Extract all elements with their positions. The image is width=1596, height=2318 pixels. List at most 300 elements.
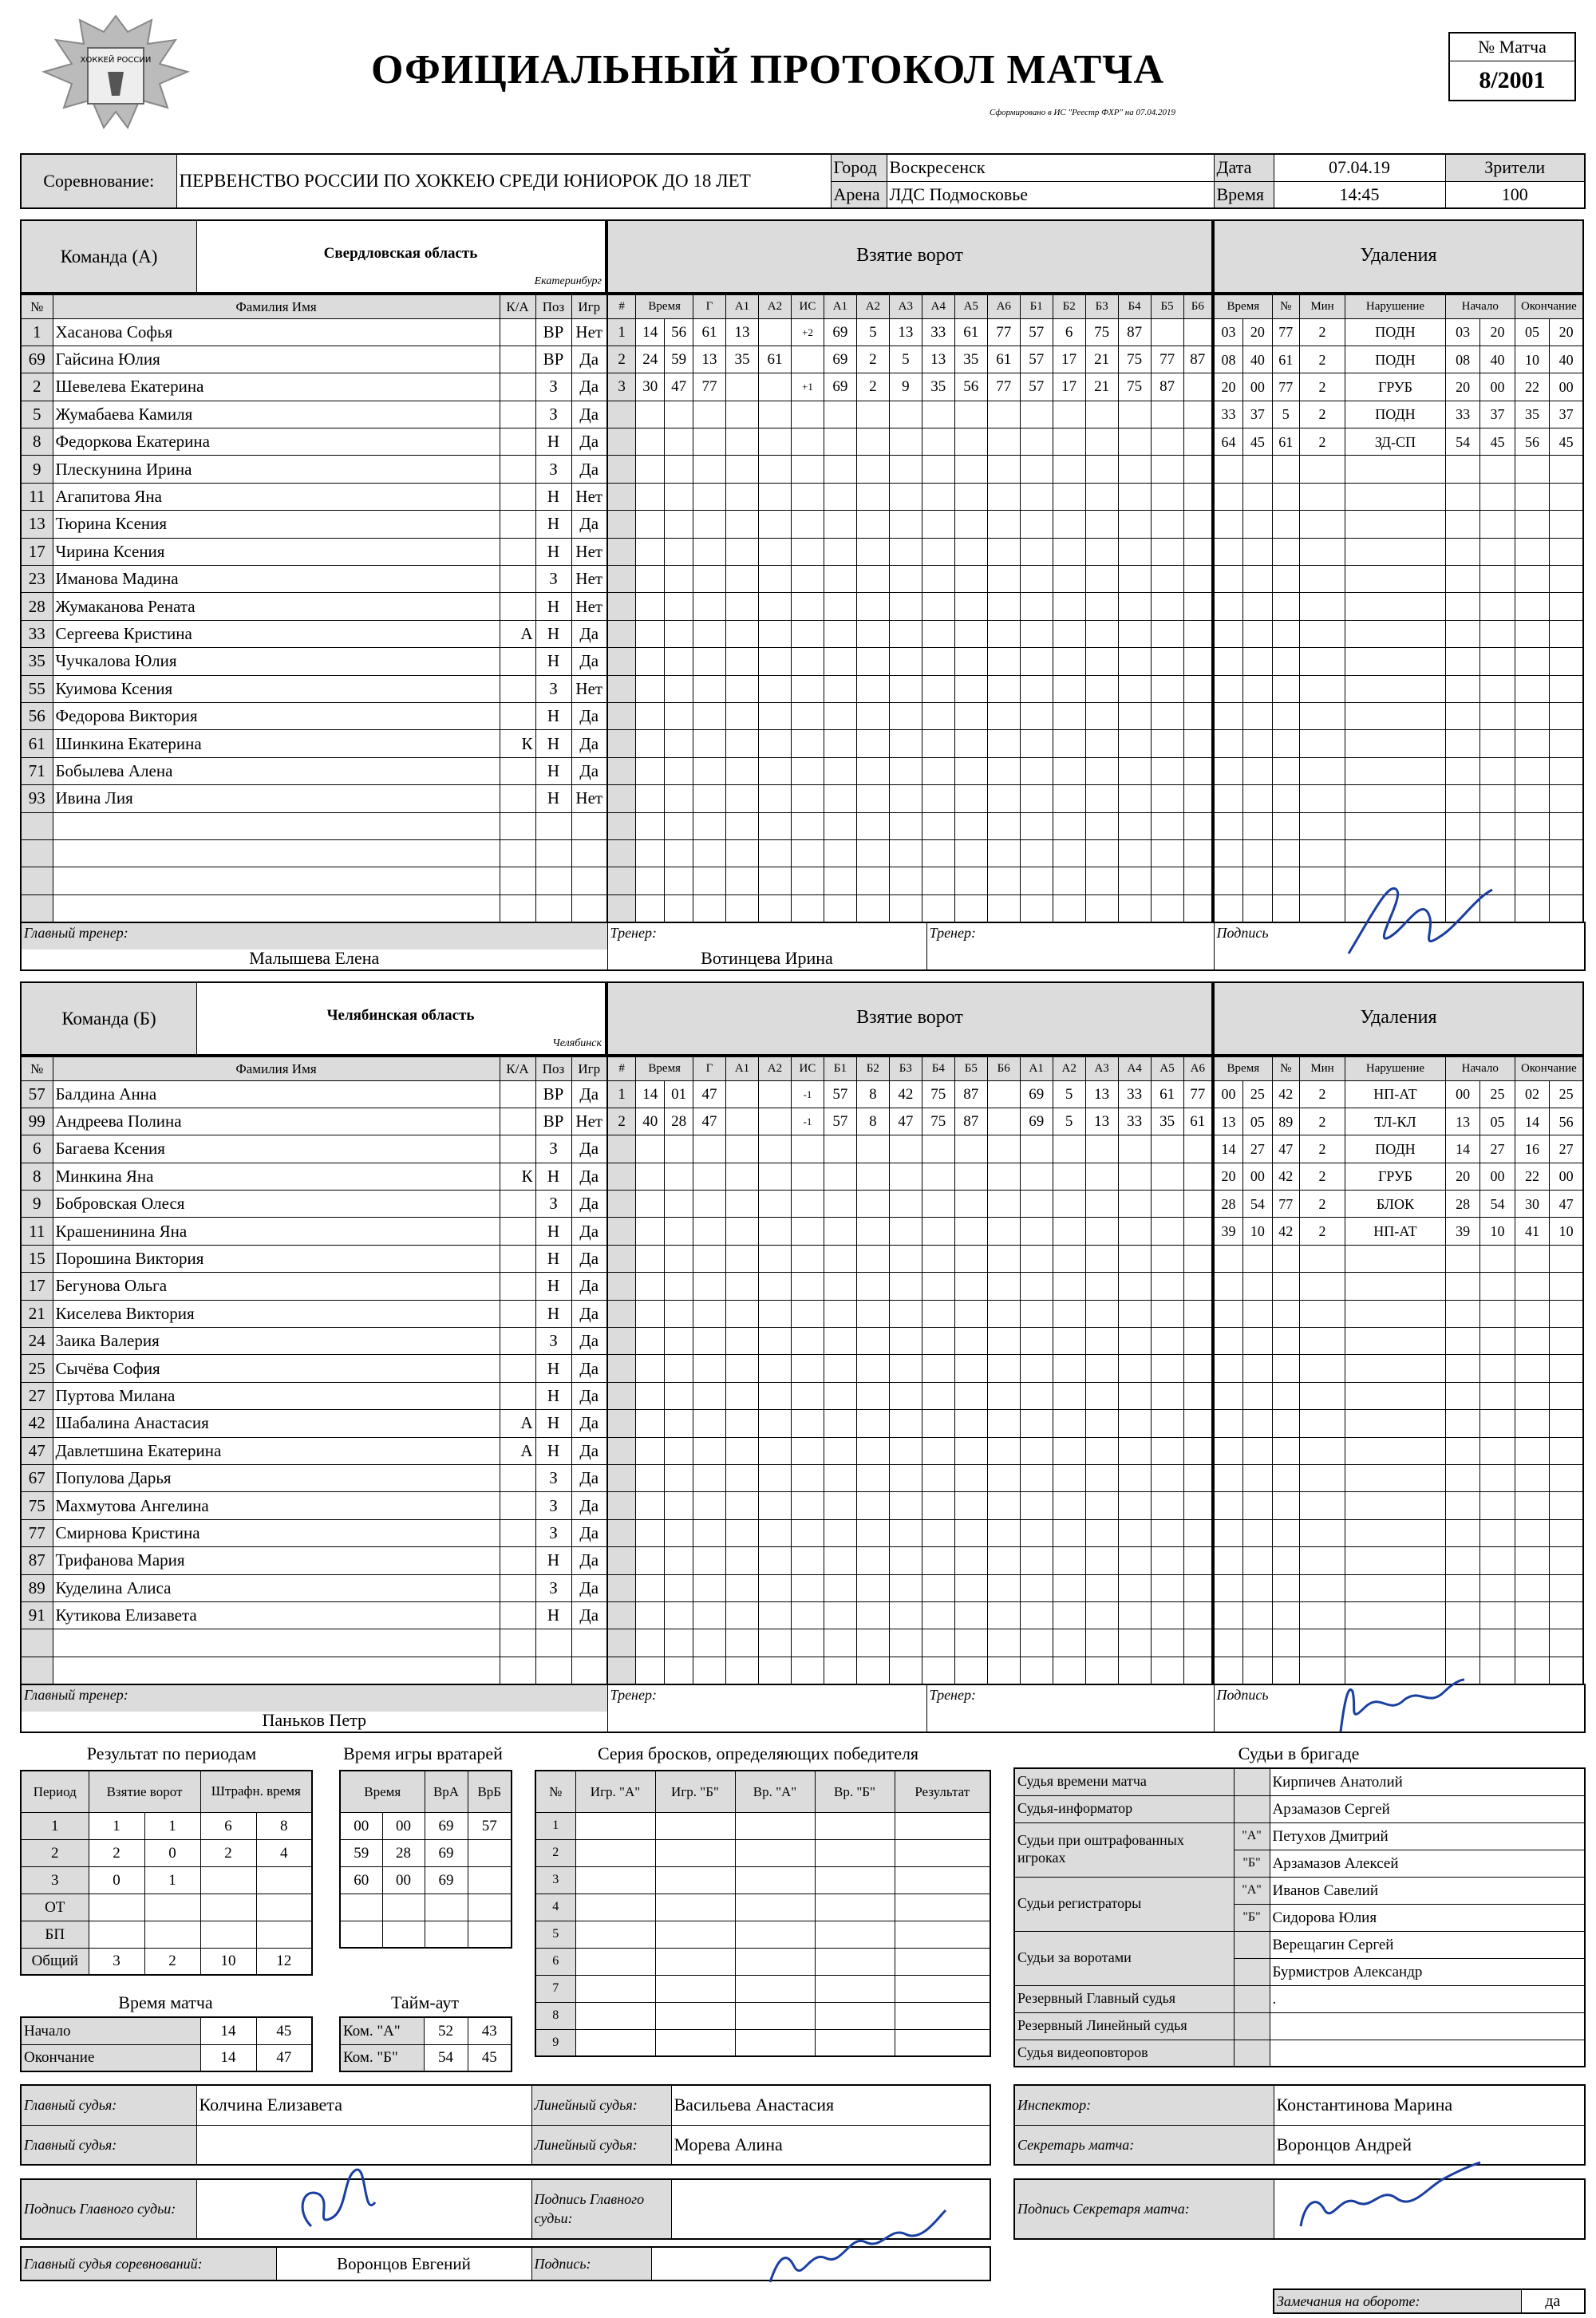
team-a-signature-label: Подпись <box>1216 925 1269 941</box>
penalty-row <box>1214 1300 1583 1327</box>
goal-row <box>607 1328 1212 1355</box>
shootout-header: № <box>535 1771 575 1812</box>
goal-cell: 77 <box>987 373 1020 401</box>
goal-header: А1 <box>1020 1056 1053 1080</box>
penalty-cell <box>1445 1519 1479 1546</box>
period-cell: 2 <box>200 1839 256 1866</box>
goal-cell <box>987 511 1020 538</box>
goal-cell <box>1118 702 1151 729</box>
penalty-cell <box>1243 894 1273 922</box>
goal-cell <box>607 428 636 456</box>
penalty-cell: 08 <box>1445 346 1479 373</box>
period-row <box>21 1839 312 1866</box>
penalty-cell: 40 <box>1243 346 1273 373</box>
goal-cell <box>1053 593 1085 620</box>
officials-right <box>1013 2084 1586 2166</box>
referee-name: Верещагин Сергей <box>1270 1931 1585 1958</box>
goal-cell <box>1085 702 1118 729</box>
goal-row <box>607 346 1212 373</box>
goal-cell <box>889 620 922 647</box>
goal-cell <box>1020 1355 1053 1382</box>
goal-cell <box>922 1464 954 1491</box>
goalie-header: Время <box>340 1771 425 1812</box>
period-cell: 1 <box>21 1812 89 1839</box>
goal-header: Б4 <box>922 1056 954 1080</box>
shootout-cell <box>575 1839 655 1866</box>
penalty-cell <box>1550 538 1583 565</box>
goal-cell <box>987 785 1020 812</box>
goal-cell <box>758 1135 791 1163</box>
goal-row <box>607 730 1212 757</box>
goal-cell <box>1118 1245 1151 1272</box>
penalty-row <box>1214 1191 1583 1218</box>
player-position: Н <box>535 511 571 538</box>
penalty-cell <box>1515 483 1549 510</box>
goal-cell <box>1183 1355 1212 1382</box>
referee-side <box>1234 1795 1270 1822</box>
penalty-cell <box>1214 1410 1243 1437</box>
penalty-cell <box>1515 566 1549 593</box>
goalie-cell: 59 <box>340 1839 382 1866</box>
goal-cell <box>1020 1547 1053 1574</box>
goal-header: А5 <box>954 294 987 318</box>
shootout-table <box>535 1770 991 2057</box>
goalie-row <box>340 1893 512 1921</box>
goal-cell <box>824 1273 856 1300</box>
goal-cell <box>791 511 824 538</box>
referee-row <box>1014 1795 1585 1822</box>
goal-cell <box>856 1191 889 1218</box>
goal-cell <box>1020 566 1053 593</box>
penalty-cell <box>1550 1382 1583 1409</box>
player-name: Чучкалова Юлия <box>53 648 500 675</box>
goal-cell <box>1118 538 1151 565</box>
goal-cell <box>922 839 954 867</box>
player-position: ВР <box>535 346 571 373</box>
penalty-cell <box>1515 1437 1549 1464</box>
goal-cell <box>758 675 791 702</box>
goal-cell: 87 <box>1118 318 1151 346</box>
goal-cell <box>1151 318 1183 346</box>
team-b-signature-label: Подпись <box>1216 1687 1269 1703</box>
penalty-cell <box>1345 1300 1446 1327</box>
goal-cell <box>1085 894 1118 922</box>
logo <box>32 8 200 144</box>
penalty-cell: 05 <box>1243 1108 1273 1135</box>
penalty-cell <box>1272 538 1299 565</box>
penalty-cell: 20 <box>1445 373 1479 401</box>
shootout-cell <box>655 1921 735 1948</box>
goal-row <box>607 511 1212 538</box>
player-role <box>500 1273 535 1300</box>
secretary-signature <box>1285 2154 1484 2242</box>
goal-cell <box>693 1601 726 1629</box>
penalty-cell <box>1345 839 1446 867</box>
player-played: Да <box>571 1135 607 1163</box>
goal-cell <box>987 620 1020 647</box>
penalty-cell <box>1214 1547 1243 1574</box>
goal-cell <box>1118 757 1151 784</box>
goal-cell <box>1183 373 1212 401</box>
goal-cell <box>758 593 791 620</box>
competition-label: Соревнование: <box>21 154 176 208</box>
goal-cell <box>889 593 922 620</box>
goal-cell <box>1085 1437 1118 1464</box>
goal-cell <box>726 785 759 812</box>
penalty-cell <box>1214 1355 1243 1382</box>
goal-row <box>607 483 1212 510</box>
goal-cell: 5 <box>889 346 922 373</box>
penalty-cell <box>1515 1601 1549 1629</box>
penalty-cell <box>1480 1464 1515 1491</box>
goal-cell <box>791 1163 824 1190</box>
goal-header: Б5 <box>1151 294 1183 318</box>
goal-cell <box>693 1629 726 1657</box>
penalty-cell: ПОДН <box>1345 401 1446 428</box>
goal-cell <box>1085 538 1118 565</box>
penalty-cell <box>1345 1574 1446 1601</box>
penalty-cell <box>1272 1245 1299 1272</box>
goal-cell <box>889 730 922 757</box>
goal-cell <box>791 1464 824 1491</box>
goal-cell <box>856 1410 889 1437</box>
goal-cell <box>987 401 1020 428</box>
player-played: Да <box>571 1547 607 1574</box>
player-role: К <box>500 1163 535 1190</box>
penalty-cell: 77 <box>1272 373 1299 401</box>
player-played: Нет <box>571 785 607 812</box>
goal-cell <box>824 675 856 702</box>
penalty-cell <box>1480 648 1515 675</box>
goal-cell <box>693 1492 726 1519</box>
date-label: Дата <box>1214 154 1274 181</box>
player-played: Да <box>571 1218 607 1245</box>
goal-cell: 61 <box>954 318 987 346</box>
goal-cell: 47 <box>693 1108 726 1135</box>
match-number-label: № Матча <box>1449 33 1575 61</box>
penalty-cell <box>1515 1492 1549 1519</box>
goal-cell <box>856 1629 889 1657</box>
goal-cell <box>1053 401 1085 428</box>
penalty-cell <box>1243 648 1273 675</box>
goal-cell <box>987 1080 1020 1108</box>
goal-cell <box>987 538 1020 565</box>
penalty-cell: ПОДН <box>1345 1135 1446 1163</box>
player-number: 24 <box>21 1328 53 1355</box>
penalty-cell <box>1445 566 1479 593</box>
penalty-cell <box>1345 730 1446 757</box>
shootout-cell <box>895 1866 990 1893</box>
goal-cell <box>693 401 726 428</box>
goal-cell <box>1151 401 1183 428</box>
goal-cell <box>987 1218 1020 1245</box>
goal-cell <box>758 1191 791 1218</box>
player-position: З <box>535 1519 571 1546</box>
penalty-row <box>1214 1135 1583 1163</box>
goal-row <box>607 1410 1212 1437</box>
goal-cell <box>1183 593 1212 620</box>
goal-cell <box>636 593 665 620</box>
penalty-cell <box>1299 1437 1345 1464</box>
player-number <box>21 894 53 922</box>
shootout-row <box>535 2029 990 2056</box>
penalty-cell <box>1214 785 1243 812</box>
penalty-cell <box>1445 1328 1479 1355</box>
penalty-cell <box>1445 483 1479 510</box>
goal-cell <box>726 867 759 894</box>
goal-cell <box>726 1492 759 1519</box>
goal-cell <box>1053 1135 1085 1163</box>
penalty-cell <box>1480 1245 1515 1272</box>
penalty-cell <box>1345 566 1446 593</box>
goal-cell <box>607 538 636 565</box>
goal-cell <box>1183 538 1212 565</box>
goal-cell <box>1053 1464 1085 1491</box>
goal-cell <box>1151 483 1183 510</box>
player-number: 69 <box>21 346 53 373</box>
goalie-cell <box>340 1921 382 1948</box>
goal-cell <box>1118 593 1151 620</box>
penalty-cell <box>1299 730 1345 757</box>
date-value: 07.04.19 <box>1274 154 1445 181</box>
goal-cell: 35 <box>954 346 987 373</box>
goal-cell <box>791 1492 824 1519</box>
player-name <box>53 839 500 867</box>
penalty-cell <box>1299 1328 1345 1355</box>
penalty-cell <box>1445 1601 1479 1629</box>
goal-cell <box>1118 1135 1151 1163</box>
shootout-number: 5 <box>535 1921 575 1948</box>
periods-header: Взятие ворот <box>89 1771 200 1812</box>
time-label: Время <box>1214 181 1274 208</box>
penalty-cell: 2 <box>1299 318 1345 346</box>
goal-cell: 42 <box>889 1080 922 1108</box>
goal-cell <box>1020 1191 1053 1218</box>
goal-cell <box>856 757 889 784</box>
goal-cell: 69 <box>1020 1108 1053 1135</box>
referee-name: Кирпичев Анатолий <box>1270 1768 1585 1795</box>
goal-cell <box>693 757 726 784</box>
penalty-cell <box>1445 1464 1479 1491</box>
goal-cell <box>856 1245 889 1272</box>
player-role <box>500 867 535 894</box>
goal-cell <box>1020 1135 1053 1163</box>
sig-secretary-label: Подпись Секретаря матча: <box>1014 2179 1274 2239</box>
goal-cell <box>1053 538 1085 565</box>
goal-cell <box>726 1410 759 1437</box>
goal-cell <box>665 1191 693 1218</box>
player-row <box>21 511 607 538</box>
player-role <box>500 1464 535 1491</box>
match-start-label: Начало <box>21 2017 200 2044</box>
player-name: Тюрина Ксения <box>53 511 500 538</box>
goal-row <box>607 675 1212 702</box>
penalty-cell: 20 <box>1243 318 1273 346</box>
goal-cell <box>636 1218 665 1245</box>
penalty-cell <box>1299 675 1345 702</box>
goal-cell: 47 <box>889 1108 922 1135</box>
player-role <box>500 1574 535 1601</box>
shootout-cell <box>895 1921 990 1948</box>
goalie-header: ВрБ <box>468 1771 512 1812</box>
player-row <box>21 483 607 510</box>
penalty-cell <box>1214 757 1243 784</box>
player-position: Н <box>535 1163 571 1190</box>
penalty-cell <box>1480 1382 1515 1409</box>
goal-cell <box>693 620 726 647</box>
match-start-hh: 14 <box>200 2017 256 2044</box>
goal-cell: 13 <box>1085 1108 1118 1135</box>
penalty-cell <box>1214 1629 1243 1657</box>
goal-row <box>607 1245 1212 1272</box>
goal-cell: 2 <box>856 346 889 373</box>
goal-cell <box>758 1657 791 1684</box>
player-played: Нет <box>571 1108 607 1135</box>
goal-cell <box>987 1108 1020 1135</box>
shootout-cell <box>895 2029 990 2056</box>
sig-label: Подпись: <box>531 2247 651 2280</box>
goal-cell <box>758 373 791 401</box>
player-name: Агапитова Яна <box>53 483 500 510</box>
team-a-penalties-title: Удаления <box>1213 219 1584 294</box>
penalty-cell: 16 <box>1515 1135 1549 1163</box>
goal-cell <box>856 812 889 839</box>
goal-cell <box>693 1382 726 1409</box>
goal-cell <box>758 1519 791 1546</box>
penalty-cell <box>1515 620 1549 647</box>
penalty-cell <box>1515 1519 1549 1546</box>
penalty-cell <box>1345 1519 1446 1546</box>
goal-cell <box>954 566 987 593</box>
player-row <box>21 1519 607 1546</box>
penalty-cell: 05 <box>1480 1108 1515 1135</box>
goal-cell <box>636 1519 665 1546</box>
penalty-cell: 5 <box>1272 401 1299 428</box>
goal-cell <box>607 894 636 922</box>
penalty-cell: 77 <box>1272 318 1299 346</box>
goal-cell <box>889 456 922 483</box>
goal-cell <box>726 730 759 757</box>
player-role: А <box>500 620 535 647</box>
penalty-cell: ЗД-СП <box>1345 428 1446 456</box>
penalty-row <box>1214 318 1583 346</box>
penalty-cell: 00 <box>1550 373 1583 401</box>
referee-name: Бурмистров Александр <box>1270 1958 1585 1985</box>
penalty-cell <box>1550 593 1583 620</box>
goal-cell <box>726 620 759 647</box>
goal-header: Б6 <box>987 1056 1020 1080</box>
player-role <box>500 812 535 839</box>
goal-cell <box>954 1382 987 1409</box>
goal-cell <box>758 456 791 483</box>
goal-cell <box>758 428 791 456</box>
penalty-cell <box>1214 593 1243 620</box>
goal-cell <box>1183 1629 1212 1657</box>
penalty-cell: 27 <box>1243 1135 1273 1163</box>
goal-row <box>607 702 1212 729</box>
goal-cell <box>1183 812 1212 839</box>
player-name: Шевелева Екатерина <box>53 373 500 401</box>
goal-cell <box>1151 1382 1183 1409</box>
goal-cell <box>954 1135 987 1163</box>
goal-cell <box>824 1245 856 1272</box>
goal-cell <box>636 757 665 784</box>
penalty-cell <box>1272 785 1299 812</box>
goal-cell <box>665 675 693 702</box>
goal-cell <box>954 593 987 620</box>
goal-cell <box>1085 1519 1118 1546</box>
goalie-cell <box>468 1921 512 1948</box>
goal-cell <box>856 1574 889 1601</box>
goal-cell <box>954 1245 987 1272</box>
player-name <box>53 894 500 922</box>
referee-row <box>1014 1822 1585 1850</box>
goal-cell <box>954 730 987 757</box>
goal-cell <box>636 648 665 675</box>
goal-cell <box>758 1108 791 1135</box>
period-cell: 1 <box>89 1812 144 1839</box>
goal-cell <box>693 675 726 702</box>
shootout-cell <box>575 1866 655 1893</box>
player-played: Да <box>571 346 607 373</box>
goal-cell <box>922 702 954 729</box>
goal-cell <box>636 1437 665 1464</box>
goal-cell <box>954 538 987 565</box>
goal-cell <box>726 1657 759 1684</box>
penalty-cell: 20 <box>1214 1163 1243 1190</box>
penalty-cell <box>1550 839 1583 867</box>
player-played: Да <box>571 620 607 647</box>
penalty-cell <box>1445 1437 1479 1464</box>
penalty-cell <box>1214 867 1243 894</box>
goal-cell <box>693 1191 726 1218</box>
referee-role: Судьи при оштрафованных игроках <box>1014 1822 1234 1877</box>
remarks-value: да <box>1521 2289 1585 2313</box>
goal-cell <box>987 648 1020 675</box>
player-played: Да <box>571 1519 607 1546</box>
shootout-cell <box>815 1839 895 1866</box>
goal-cell <box>607 593 636 620</box>
shootout-row <box>535 1812 990 1839</box>
goal-cell <box>726 1519 759 1546</box>
goal-cell <box>922 1135 954 1163</box>
penalty-cell <box>1515 511 1549 538</box>
penalty-cell <box>1515 702 1549 729</box>
penalty-cell <box>1214 839 1243 867</box>
goal-cell <box>1053 1355 1085 1382</box>
penalty-cell <box>1272 456 1299 483</box>
goal-header: Время <box>636 1056 693 1080</box>
penalty-cell <box>1299 1547 1345 1574</box>
referee-role: Судья времени матча <box>1014 1768 1234 1795</box>
goalie-row <box>340 1839 512 1866</box>
penalty-cell <box>1445 1410 1479 1437</box>
goal-cell <box>726 483 759 510</box>
shootout-header: Вр. "А" <box>735 1771 815 1812</box>
player-number: 25 <box>21 1355 53 1382</box>
goal-cell <box>758 620 791 647</box>
goal-cell <box>1118 1464 1151 1491</box>
goal-cell <box>1151 1163 1183 1190</box>
goal-cell <box>665 1135 693 1163</box>
player-name: Бегунова Ольга <box>53 1273 500 1300</box>
referee-role: Судьи за воротами <box>1014 1931 1234 1985</box>
goal-cell <box>922 1245 954 1272</box>
referee-role: Резервный Главный судья <box>1014 1985 1234 2012</box>
player-played: Да <box>571 1464 607 1491</box>
goal-cell <box>954 1328 987 1355</box>
goal-header: Г <box>693 1056 726 1080</box>
